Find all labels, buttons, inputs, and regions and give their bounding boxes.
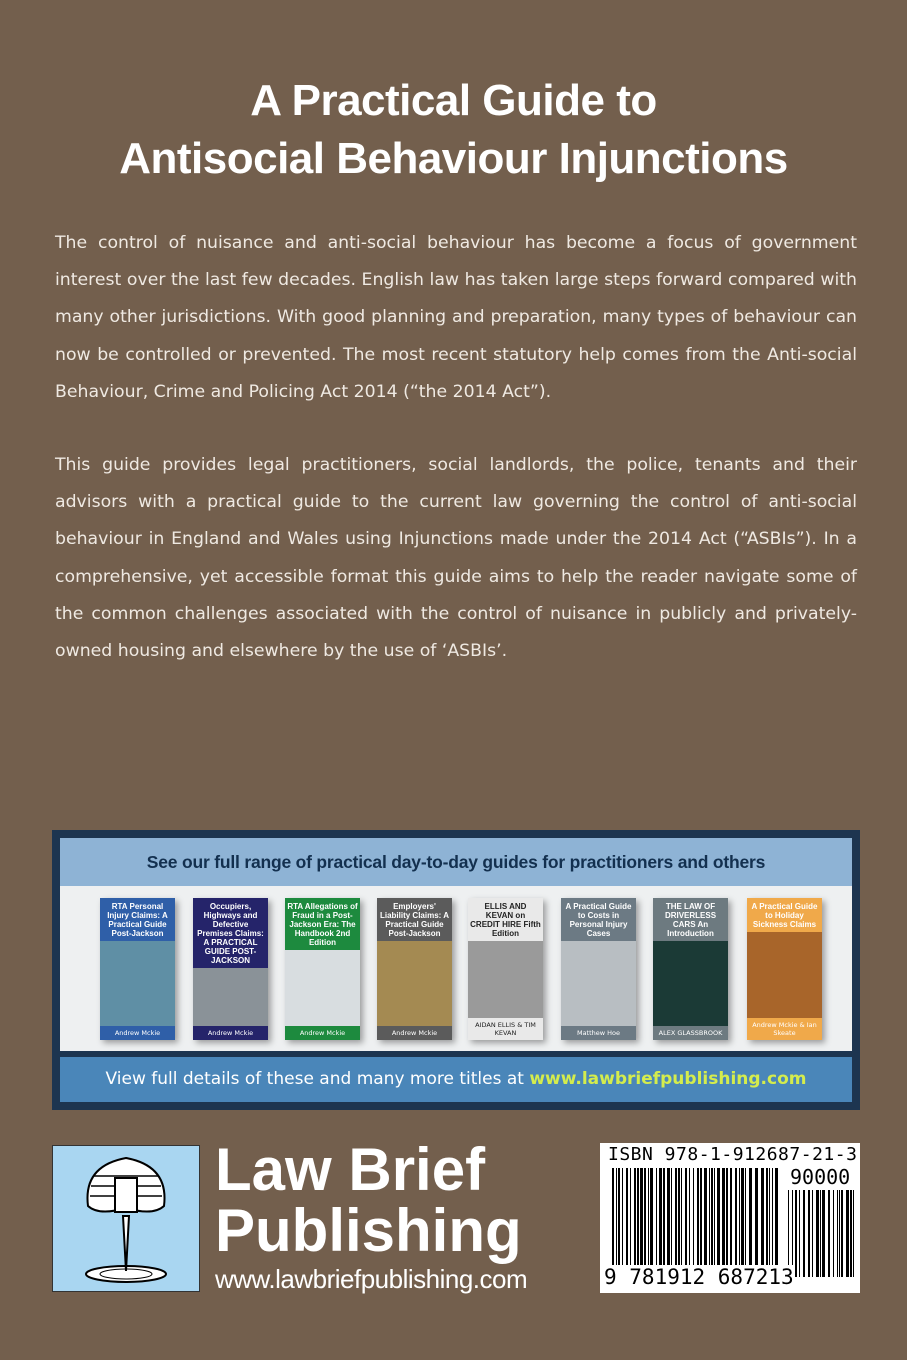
barcode-bar: [735, 1168, 737, 1265]
barcode-bar: [828, 1190, 830, 1277]
banner-heading: See our full range of practical day-to-day guides for practitioners and others: [60, 838, 852, 886]
banner-footer: [60, 1057, 852, 1102]
book-title: ELLIS AND KEVAN on CREDIT HIRE Fifth Edition: [470, 902, 541, 938]
publisher-url[interactable]: www.lawbriefpublishing.com: [215, 1264, 528, 1294]
barcode-bar: [640, 1168, 643, 1265]
publisher-name-line-2: Publishing: [215, 1197, 522, 1264]
barcode-bar: [711, 1168, 713, 1265]
barcode-bar: [730, 1168, 732, 1265]
blurb-paragraph-1: The control of nuisance and anti-social behaviour has become a focus of government interest over the last few decades. English law has taken large steps forward compared with many other jurisdictions. With good planning and preparation, many types of behaviour can now be controlled or prevented. The most recent statutory help comes from the Anti-social Behaviour, Crime and Policing Act 2014 (“the 2014 Act”).: [55, 233, 857, 402]
book-cover-image: [100, 941, 175, 1026]
barcode-bar: [704, 1168, 707, 1265]
book-cover[interactable]: [285, 898, 360, 1040]
barcode-bar: [841, 1190, 843, 1277]
barcode-bar: [799, 1190, 800, 1277]
barcode-bar: [700, 1168, 702, 1265]
book-cover[interactable]: [561, 898, 636, 1040]
barcode-bar: [769, 1168, 770, 1265]
barcode-bar: [816, 1190, 819, 1277]
barcode-bar: [833, 1190, 834, 1277]
book-author: AIDAN ELLIS & TIM KEVAN: [475, 1021, 536, 1037]
book-author: Andrew Mckie: [391, 1029, 438, 1037]
book-author: Andrew Mckie & Ian Skeate: [752, 1021, 817, 1037]
book-title: THE LAW OF DRIVERLESS CARS An Introduction: [664, 902, 717, 938]
barcode-bar: [803, 1190, 805, 1277]
barcode-bar: [678, 1168, 680, 1265]
barcode-bar: [766, 1168, 768, 1265]
barcode-bar: [667, 1168, 670, 1265]
barcode-bar: [761, 1168, 764, 1265]
barcode-bar: [656, 1168, 657, 1265]
barcode-bar: [693, 1168, 694, 1265]
barcode-bar: [788, 1190, 789, 1277]
book-author: ALEX GLASSBROOK: [658, 1029, 723, 1037]
barcode-bar: [812, 1190, 813, 1277]
barcode-bar: [755, 1168, 758, 1265]
barcode-bar: [739, 1168, 740, 1265]
publisher-logo: [52, 1145, 200, 1292]
book-author: Andrew Mckie: [114, 1029, 161, 1037]
barrister-wig-icon: [53, 1146, 199, 1291]
book-cover-image: [468, 941, 543, 1018]
book-shelf: [60, 886, 852, 1051]
book-cover-image: [561, 941, 636, 1026]
barcode-bar: [697, 1168, 699, 1265]
barcode-bar: [820, 1190, 821, 1277]
blurb-paragraph-2: This guide provides legal practitioners, social landlords, the police, tenants and their advisors with a practical guide to the current law governing the control of anti-social behaviour in England and Wales using Injunctions made under the 2014 Act (“ASBIs”). In a comprehensive, yet accessible format this guide aims to help the reader navigate some of the common challenges associated with the control of nuisance in publicly and privately-owned housing and elsewhere by the use of ‘ASBIs’.: [55, 455, 857, 662]
barcode-bar: [622, 1168, 623, 1265]
barcode-bar: [689, 1168, 690, 1265]
book-title: A Practical Guide to Holiday Sickness Claims: [751, 902, 818, 929]
barcode-bar: [675, 1168, 677, 1265]
barcode-bar: [846, 1190, 849, 1277]
barcode-bar: [795, 1190, 797, 1277]
barcode-bar: [749, 1168, 752, 1265]
price-code: 90000: [790, 1165, 851, 1189]
publisher-name-line-1: Law Brief: [215, 1136, 486, 1203]
barcode-bar: [709, 1168, 710, 1265]
book-cover-image: [747, 932, 822, 1018]
barcode-bar: [714, 1168, 715, 1265]
catalogue-banner: [52, 830, 860, 1110]
book-cover[interactable]: [747, 898, 822, 1040]
barcode-bar: [772, 1168, 773, 1265]
barcode-bar: [616, 1168, 617, 1265]
barcode-bar: [808, 1190, 810, 1277]
barcode-bar: [741, 1168, 744, 1265]
isbn-barcode: [600, 1143, 860, 1293]
barcode-bar: [644, 1168, 646, 1265]
barcode-bar: [659, 1168, 662, 1265]
book-cover[interactable]: [100, 898, 175, 1040]
barcode-bar: [671, 1168, 672, 1265]
barcode-bar: [722, 1168, 725, 1265]
book-cover-image: [285, 950, 360, 1026]
book-title: RTA Allegations of Fraud in a Post-Jackson Era: The Handbook 2nd Edition: [287, 902, 358, 947]
barcode-bar: [726, 1168, 728, 1265]
book-cover-image: [653, 941, 728, 1026]
book-cover-image: [193, 968, 268, 1026]
barcode-bar: [775, 1168, 778, 1265]
ean-digits: 9 781912 687213: [604, 1265, 794, 1289]
barcode-bar: [745, 1168, 746, 1265]
barcode-bar: [822, 1190, 825, 1277]
book-author: Andrew Mckie: [207, 1029, 254, 1037]
barcode-bar: [626, 1168, 628, 1265]
book-title: A Practical Guide to Costs in Personal Injury Cases: [565, 902, 632, 938]
barcode-bar: [681, 1168, 682, 1265]
barcode-bar: [634, 1168, 636, 1265]
title-line-2: Antisocial Behaviour Injunctions: [119, 134, 788, 183]
isbn-text: ISBN 978-1-912687-21-3: [608, 1144, 858, 1165]
book-cover[interactable]: [377, 898, 452, 1040]
barcode-bar: [618, 1168, 620, 1265]
barcode-bar: [792, 1190, 793, 1277]
book-title: Employers' Liability Claims: A Practical Guide Post-Jackson: [379, 902, 450, 938]
barcode-bar: [648, 1168, 649, 1265]
barcode-bar: [850, 1190, 852, 1277]
barcode-bar: [717, 1168, 720, 1265]
title-line-1: A Practical Guide to: [250, 76, 657, 125]
book-title: Occupiers, Highways and Defective Premises Claims: A PRACTICAL GUIDE POST-JACKSON: [197, 902, 264, 965]
barcode-bar: [612, 1168, 614, 1265]
book-author: Matthew Hoe: [576, 1029, 621, 1037]
footer-text: View full details of these and many more titles at: [105, 1069, 530, 1089]
barcode-bar: [650, 1168, 653, 1265]
website-link[interactable]: www.lawbriefpublishing.com: [529, 1069, 807, 1089]
barcode-bar: [853, 1190, 854, 1277]
barcode-bar: [637, 1168, 639, 1265]
book-cover[interactable]: [653, 898, 728, 1040]
book-cover[interactable]: [193, 898, 268, 1040]
barcode-bar: [685, 1168, 687, 1265]
book-title: RTA Personal Injury Claims: A Practical Guide Post-Jackson: [107, 902, 168, 938]
book-author: Andrew Mckie: [299, 1029, 346, 1037]
barcode-bar: [837, 1190, 838, 1277]
book-cover[interactable]: [468, 898, 543, 1040]
barcode-bar: [663, 1168, 665, 1265]
barcode-bar: [839, 1190, 840, 1277]
barcode-bar: [630, 1168, 631, 1265]
book-cover-image: [377, 941, 452, 1026]
